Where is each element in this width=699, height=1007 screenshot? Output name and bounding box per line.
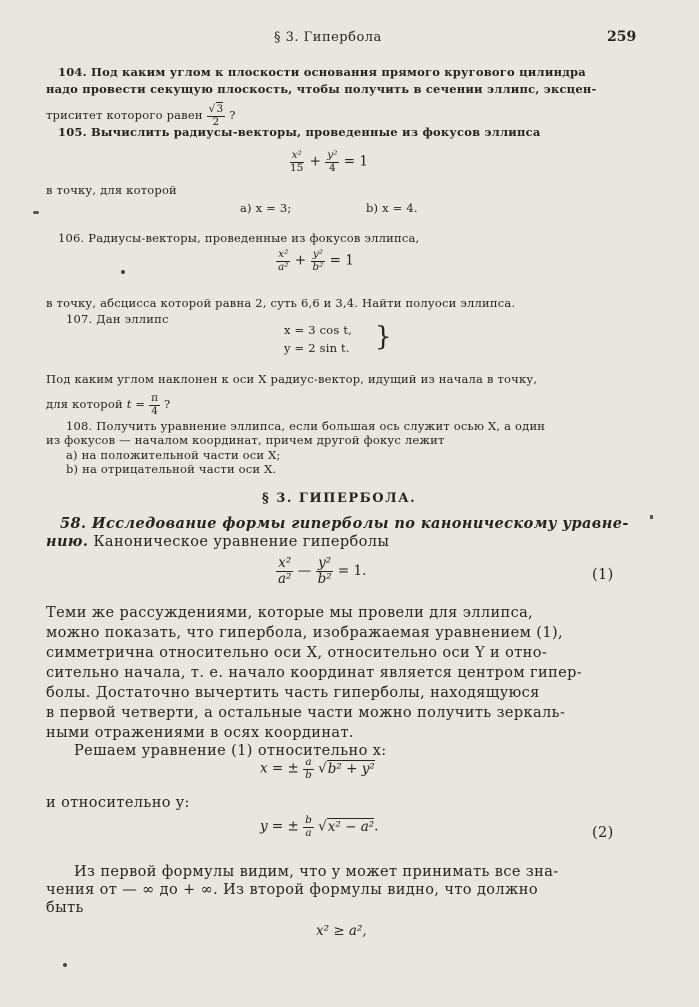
paragraph-tail: Из первой формулы видим, что y может принимать все зна- чения от — ∞ до + ∞. Из второй формулы видно, что должно быть [46,864,559,916]
page-number: 259 [607,29,637,45]
equation-x: x = ± $\frac{a}{b}$ √b² + y² [260,756,375,781]
problem-105-line1: 105. Вычислить радиусы-векторы, проведенные из фокусов эллипса [58,125,541,139]
problem-108-option-a: a) на положительной части оси X; [66,448,281,462]
problem-108-option-b: b) на отрицательной части оси X. [66,462,277,476]
problem-107-eq1: x = 3 cos t, [284,323,353,337]
running-header: § 3. Гиперболa [274,30,382,45]
equation-106: $\frac{\text{x²}}{\text{a²}}$ + $\frac{\text{y²}}{\text{b²}}$ = 1 [278,248,354,273]
margin-speck [650,515,653,519]
equation-2-number: (2) [592,825,614,841]
equation-1-number: (1) [592,567,614,583]
problem-106-line2: в точку, абсцисса которой равна 2, суть 6,6 и 3,4. Найти полуоси эллипса. [46,296,516,310]
problem-104-line3: триситет которого равен $\frac{√3}{2}$ ? [46,103,236,128]
problem-107-line1: 107. Дан эллипс [66,312,169,326]
problem-105-option-b: b) x = 4. [366,201,418,215]
paragraph-58-heading: 58. Исследование формы гиперболы по каноническому уравне- [60,515,629,532]
problem-104-line1: 104. Под каким углом к плоскости основания прямого кругового цилиндра [58,65,586,79]
problem-107-eq2: y = 2 sin t. [284,341,350,355]
problem-107-line2: Под каким углом наклонен к оси X радиус-вектор, идущий из начала в точку, [46,372,538,386]
problem-108-line1: 108. Получить уравнение эллипса, если большая ось служит осью X, а один [66,419,546,433]
equation-y: y = ± $\frac{b}{a}$ √x² − a². [260,814,379,839]
problem-107-line3: для которой t = $\frac{\pi}{4}$ ? [46,392,171,417]
final-inequality: x² ≥ a², [316,923,367,939]
problem-105-line2: в точку, для которой [46,183,177,197]
paragraph-58-line2: нию. Каноническое уравнение гиперболы [46,533,390,550]
speck-mark-bottom [63,963,67,967]
section-title: § 3. ГИПЕРБОЛА. [262,491,417,506]
problem-105-option-a: a) x = 3; [240,201,292,215]
speck-mark [121,270,125,274]
brace-symbol: } [375,322,392,352]
problem-106-line1: 106. Радиусы-векторы, проведенные из фокусов эллипса, [58,231,420,245]
paragraph-58-body: Теми же рассуждениями, которые мы провели для эллипса, можно показать, что гипербола, изображаемая уравнением (1), симметрична относительно оси X, относительно оси Y и отно- сительно начала, т. е. начало координат является центром гипер- болы. Достаточно вычертить часть гиперболы, находящуюся в первой четверти, а остальные части можно получить зеркаль- ными отражениями в осях координат. [46,605,583,741]
problem-108-line2: из фокусов — началом координат, причем другой фокус лежит [46,433,445,447]
problem-104-line2: надо провести секущую плоскость, чтобы получить в сечении эллипс, эксцен- [46,82,597,96]
fraction-sqrt3-over-2: $\frac{√3}{2}$ [208,103,224,128]
equation-105: $\frac{\text{x²}}{15}$ + $\frac{\text{y²}}{4}$ = 1 [290,149,368,174]
relative-y-line: и относительно y: [46,795,190,811]
solve-line: Решаем уравнение (1) относительно x: [74,743,387,759]
equation-1: $\frac{\text{x²}}{\text{a²}}$ — $\frac{\text{y²}}{\text{b²}}$ = 1. [278,555,367,587]
margin-mark [33,211,39,214]
